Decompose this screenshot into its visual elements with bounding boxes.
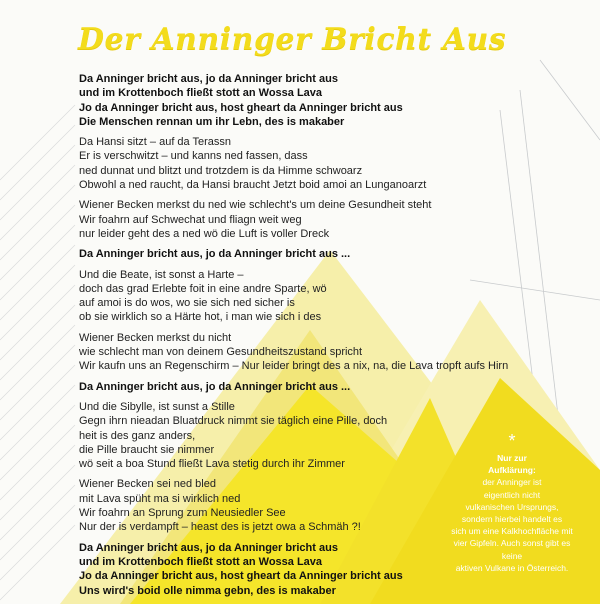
lyric-line: Er is verschwitzt – und kanns ned fassen, dass (79, 150, 308, 163)
lyric-line: Da Anninger bricht aus, jo da Anninger bricht aus ... (79, 248, 351, 261)
lyric-line: Obwohl a ned raucht, da Hansi braucht Jetzt boid amoi an Lunganoarzt (79, 179, 427, 192)
footnote-line: vulkanischen Ursprungs, (465, 501, 559, 512)
lyric-line: auf amoi is do wos, wo sie sich ned sicher is (79, 297, 295, 310)
lyric-line: und im Krottenboch fließt stott an Wossa Lava (79, 87, 323, 100)
footnote-line: sondern hierbei handelt es (461, 514, 563, 525)
chorus-stanza (79, 247, 549, 261)
verse-stanza (79, 198, 549, 241)
lyric-line: Da Anninger bricht aus, jo da Anninger bricht aus (79, 73, 338, 85)
lyric-line: wö seit a boa Stund fließt Lava stetig durch ihr Zimmer (79, 458, 345, 471)
left-hatching (0, 105, 75, 600)
lyric-line: Und die Sibylle, ist sunst a Stille (79, 400, 235, 413)
lyric-line: Wir kaufn uns an Regenschirm – Nur leider bringt des a nix, na, die Lava tropft aufs Hirn (79, 360, 509, 373)
lyric-line: Da Anninger bricht aus, jo da Anninger bricht aus (79, 541, 338, 554)
lyric-line: Nur der is verdampft – heast des is jetzt owa a Schmäh ?! (79, 521, 361, 534)
lyric-line: Uns wird's boid olle nimma gebn, des is makaber (79, 584, 336, 597)
lyric-line: heit is des ganz anders, (79, 429, 196, 442)
footnote-line: aktiven Vulkane in Österreich. (455, 562, 569, 573)
verse-stanza (79, 135, 549, 192)
lyric-line: Wir foahrn auf Schwechat und fliagn weit weg (79, 213, 302, 226)
lyric-line: Wiener Becken merkst du ned wie schlecht's um deine Gesundheit steht (79, 199, 432, 212)
verse-stanza (79, 268, 549, 325)
lyric-line: Die Menschen rennan um ihr Lebn, des is makaber (79, 115, 345, 128)
lyric-line: wie schlecht man von deinem Gesundheitszustand spricht (79, 346, 363, 359)
footnote (447, 432, 577, 574)
lyric-line: ned dunnat und blitzt und trotzdem is da Himme schwoarz (79, 164, 363, 177)
lyric-line: Jo da Anninger bricht aus, host gheart da Anninger bricht aus (79, 101, 403, 114)
lyric-line: Und die Beate, ist sonst a Harte – (79, 268, 244, 281)
chorus-stanza (79, 72, 549, 129)
page-title: Der Anninger Bricht Aus (78, 22, 507, 57)
asterisk-icon: * (508, 431, 516, 451)
verse-stanza (79, 331, 549, 374)
lyric-line: Jo da Anninger bricht aus, host gheart da Anninger bricht aus (79, 570, 403, 583)
lyric-line: Da Anninger bricht aus, jo da Anninger bricht aus ... (79, 380, 351, 393)
lyric-line: doch das grad Erlebte foit in eine andre Sparte, wö (79, 282, 327, 295)
lyric-line: die Pille braucht sie nimmer (79, 443, 215, 456)
footnote-line: vier Gipfeln. Auch sonst gibt es keine (453, 538, 571, 561)
lyric-line: nur leider geht des a ned wö die Luft is voller Dreck (79, 227, 330, 240)
lyric-line: mit Lava spüht ma si wirklich ned (79, 492, 241, 505)
footnote-heading-line: Nur zur (497, 453, 527, 463)
lyric-line: Wir foahrn an Sprung zum Neusiedler See (79, 507, 286, 520)
chorus-stanza (79, 380, 549, 394)
footnote-body (447, 476, 577, 574)
lyric-line: Gegn ihrn nieadan Bluatdruck nimmt sie täglich eine Pille, doch (79, 415, 388, 428)
lyric-line: ob sie wirklich so a Härte hot, i man wie sich i des (79, 311, 322, 324)
footnote-line: eigentlich nicht (483, 489, 541, 500)
lyric-line: Wiener Becken merkst du nicht (79, 331, 232, 344)
lyric-line: Da Hansi sitzt – auf da Terassn (79, 136, 232, 149)
lyric-line: Wiener Becken sei ned bled (79, 478, 216, 491)
footnote-heading-line: Aufklärung: (488, 465, 536, 476)
lyric-line: und im Krottenboch fließt stott an Wossa Lava (79, 555, 323, 568)
footnote-heading (447, 452, 577, 476)
footnote-line: sich um eine Kalkhochfläche mit (451, 526, 573, 537)
footnote-line: der Anninger ist (482, 477, 542, 488)
